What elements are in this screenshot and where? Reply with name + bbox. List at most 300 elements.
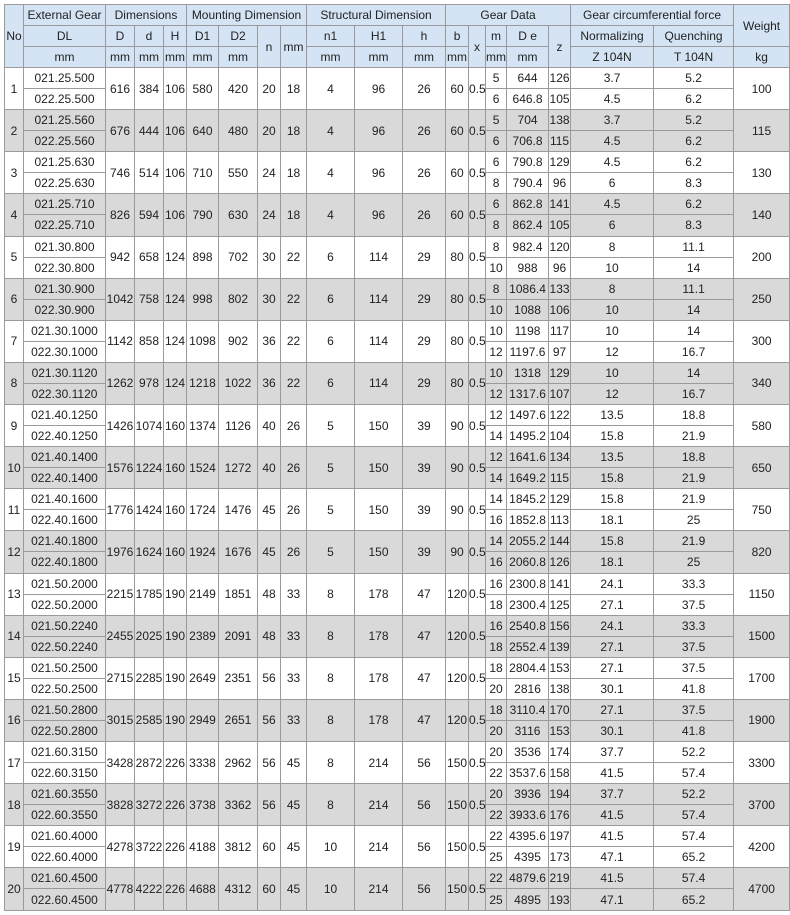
- cell-de: 704: [507, 110, 549, 131]
- cell-z: 193: [549, 889, 571, 911]
- header-De-unit: mm: [507, 47, 549, 68]
- table-row: [5, 68, 790, 89]
- cell-n: 24: [258, 152, 281, 194]
- cell-quenching: 11.1: [654, 236, 734, 257]
- cell-normalizing: 18.1: [571, 510, 654, 531]
- cell-weight: 650: [734, 447, 790, 489]
- cell-normalizing: 10: [571, 299, 654, 320]
- cell-d2: 3812: [219, 826, 258, 868]
- cell-normalizing: 15.8: [571, 531, 654, 552]
- cell-d: 1776: [106, 489, 135, 531]
- cell-h: 39: [403, 405, 446, 447]
- cell-quenching: 6.2: [654, 131, 734, 152]
- cell-model: 022.30.900: [24, 299, 106, 320]
- header-H-unit: mm: [164, 47, 187, 68]
- cell-no: 11: [5, 489, 24, 531]
- cell-normalizing: 30.1: [571, 720, 654, 741]
- cell-d: 1262: [106, 362, 135, 404]
- cell-d2: 550: [219, 152, 258, 194]
- header-D-unit: mm: [106, 47, 135, 68]
- cell-quenching: 14: [654, 299, 734, 320]
- cell-d: 3272: [135, 784, 164, 826]
- cell-model: 022.60.3150: [24, 763, 106, 784]
- header-m-unit: mm: [486, 47, 507, 68]
- cell-m: 12: [486, 405, 507, 426]
- cell-model: 021.60.3150: [24, 742, 106, 763]
- cell-normalizing: 10: [571, 362, 654, 383]
- cell-h1: 214: [355, 826, 403, 868]
- cell-h: 160: [164, 405, 187, 447]
- cell-no: 8: [5, 362, 24, 404]
- table-row: [5, 110, 790, 131]
- cell-de: 4879.6: [507, 868, 549, 889]
- cell-no: 16: [5, 699, 24, 741]
- cell-quenching: 33.3: [654, 573, 734, 594]
- cell-h1: 150: [355, 489, 403, 531]
- cell-de: 3936: [507, 784, 549, 805]
- header-D1: D1: [187, 26, 219, 47]
- cell-z: 96: [549, 257, 571, 278]
- cell-z: 153: [549, 720, 571, 741]
- cell-m: 20: [486, 784, 507, 805]
- cell-n: 48: [258, 573, 281, 615]
- cell-no: 20: [5, 868, 24, 911]
- cell-de: 1198: [507, 320, 549, 341]
- cell-n1: 5: [307, 405, 355, 447]
- cell-b: 80: [446, 362, 469, 404]
- cell-h: 190: [164, 615, 187, 657]
- cell-quenching: 52.2: [654, 784, 734, 805]
- cell-n: 56: [258, 742, 281, 784]
- cell-h1: 150: [355, 405, 403, 447]
- cell-m: 16: [486, 573, 507, 594]
- cell-m: 16: [486, 552, 507, 573]
- cell-h1: 114: [355, 362, 403, 404]
- cell-h: 190: [164, 657, 187, 699]
- cell-de: 1088: [507, 299, 549, 320]
- cell-n1: 4: [307, 194, 355, 236]
- cell-quenching: 37.5: [654, 699, 734, 720]
- cell-m: 22: [486, 805, 507, 826]
- cell-h: 124: [164, 236, 187, 278]
- cell-h: 26: [403, 68, 446, 110]
- cell-d1: 640: [187, 110, 219, 152]
- cell-normalizing: 24.1: [571, 615, 654, 636]
- cell-weight: 200: [734, 236, 790, 278]
- cell-mm: 45: [281, 826, 307, 868]
- cell-m: 8: [486, 215, 507, 236]
- cell-normalizing: 41.5: [571, 763, 654, 784]
- cell-no: 1: [5, 68, 24, 110]
- cell-h: 160: [164, 531, 187, 573]
- cell-de: 1317.6: [507, 383, 549, 404]
- cell-quenching: 21.9: [654, 468, 734, 489]
- cell-no: 5: [5, 236, 24, 278]
- table-row: [5, 657, 790, 678]
- cell-m: 18: [486, 594, 507, 615]
- cell-normalizing: 6: [571, 215, 654, 236]
- cell-m: 6: [486, 131, 507, 152]
- cell-d: 1976: [106, 531, 135, 573]
- cell-weight: 1900: [734, 699, 790, 741]
- cell-m: 22: [486, 868, 507, 889]
- cell-d2: 902: [219, 320, 258, 362]
- cell-model: 022.60.4500: [24, 889, 106, 911]
- cell-de: 790.4: [507, 173, 549, 194]
- cell-normalizing: 12: [571, 383, 654, 404]
- header-weight: Weight: [734, 5, 790, 47]
- cell-mm: 26: [281, 489, 307, 531]
- cell-m: 8: [486, 278, 507, 299]
- cell-mm: 26: [281, 405, 307, 447]
- cell-no: 17: [5, 742, 24, 784]
- cell-weight: 3300: [734, 742, 790, 784]
- table-row: [5, 362, 790, 383]
- cell-b: 80: [446, 236, 469, 278]
- cell-n: 60: [258, 868, 281, 911]
- cell-z: 96: [549, 173, 571, 194]
- cell-quenching: 57.4: [654, 868, 734, 889]
- cell-h: 106: [164, 110, 187, 152]
- header-quenching-unit: T 104N: [654, 47, 734, 68]
- table-row: [5, 868, 790, 889]
- cell-quenching: 8.3: [654, 215, 734, 236]
- cell-d2: 1022: [219, 362, 258, 404]
- cell-d: 3828: [106, 784, 135, 826]
- cell-d: 4222: [135, 868, 164, 911]
- header-dimensions: Dimensions: [106, 5, 187, 26]
- cell-h: 29: [403, 320, 446, 362]
- cell-mm: 45: [281, 868, 307, 911]
- cell-z: 194: [549, 784, 571, 805]
- header-b-unit: mm: [446, 47, 469, 68]
- cell-d2: 2651: [219, 699, 258, 741]
- cell-h1: 178: [355, 573, 403, 615]
- cell-no: 13: [5, 573, 24, 615]
- header-d: d: [135, 26, 164, 47]
- cell-no: 2: [5, 110, 24, 152]
- header-normalizing-unit: Z 104N: [571, 47, 654, 68]
- cell-d1: 1924: [187, 531, 219, 573]
- cell-mm: 45: [281, 742, 307, 784]
- table-row: [5, 784, 790, 805]
- cell-d1: 2649: [187, 657, 219, 699]
- cell-model: 021.40.1250: [24, 405, 106, 426]
- header-external-gear: External Gear: [24, 5, 106, 26]
- cell-de: 1852.8: [507, 510, 549, 531]
- cell-x: 0.5: [469, 489, 486, 531]
- cell-normalizing: 30.1: [571, 678, 654, 699]
- cell-de: 4895: [507, 889, 549, 911]
- cell-d2: 1272: [219, 447, 258, 489]
- header-quenching: Quenching: [654, 26, 734, 47]
- cell-h: 29: [403, 362, 446, 404]
- cell-d2: 420: [219, 68, 258, 110]
- cell-n1: 5: [307, 489, 355, 531]
- cell-de: 2552.4: [507, 636, 549, 657]
- cell-m: 18: [486, 636, 507, 657]
- cell-d2: 1851: [219, 573, 258, 615]
- cell-d2: 1676: [219, 531, 258, 573]
- cell-model: 022.50.2500: [24, 678, 106, 699]
- cell-normalizing: 3.7: [571, 110, 654, 131]
- cell-quenching: 57.4: [654, 763, 734, 784]
- cell-d: 2285: [135, 657, 164, 699]
- cell-h1: 114: [355, 236, 403, 278]
- cell-h: 39: [403, 447, 446, 489]
- cell-quenching: 18.8: [654, 405, 734, 426]
- cell-n1: 8: [307, 657, 355, 699]
- cell-no: 7: [5, 320, 24, 362]
- cell-m: 18: [486, 699, 507, 720]
- cell-de: 2540.8: [507, 615, 549, 636]
- header-H1: H1: [355, 26, 403, 47]
- cell-h1: 96: [355, 152, 403, 194]
- cell-quenching: 8.3: [654, 173, 734, 194]
- cell-d2: 802: [219, 278, 258, 320]
- cell-n1: 6: [307, 320, 355, 362]
- cell-mm: 26: [281, 531, 307, 573]
- cell-m: 14: [486, 531, 507, 552]
- cell-x: 0.5: [469, 152, 486, 194]
- header-n1: n1: [307, 26, 355, 47]
- cell-h: 124: [164, 362, 187, 404]
- cell-b: 60: [446, 68, 469, 110]
- cell-weight: 1500: [734, 615, 790, 657]
- cell-z: 139: [549, 636, 571, 657]
- cell-mm: 22: [281, 320, 307, 362]
- cell-n1: 6: [307, 278, 355, 320]
- cell-d2: 702: [219, 236, 258, 278]
- table-row: [5, 320, 790, 341]
- cell-d1: 1218: [187, 362, 219, 404]
- cell-quenching: 21.9: [654, 426, 734, 447]
- cell-m: 8: [486, 173, 507, 194]
- cell-model: 022.25.630: [24, 173, 106, 194]
- cell-d: 1576: [106, 447, 135, 489]
- cell-h: 56: [403, 868, 446, 911]
- cell-quenching: 6.2: [654, 194, 734, 215]
- cell-weight: 820: [734, 531, 790, 573]
- cell-d2: 2962: [219, 742, 258, 784]
- cell-normalizing: 27.1: [571, 657, 654, 678]
- cell-quenching: 25: [654, 552, 734, 573]
- cell-m: 25: [486, 847, 507, 868]
- cell-h: 226: [164, 742, 187, 784]
- cell-h1: 178: [355, 657, 403, 699]
- cell-b: 150: [446, 742, 469, 784]
- cell-d: 594: [135, 194, 164, 236]
- cell-de: 1649.2: [507, 468, 549, 489]
- cell-d: 514: [135, 152, 164, 194]
- cell-d: 978: [135, 362, 164, 404]
- cell-m: 12: [486, 341, 507, 362]
- spec-table: [4, 4, 790, 911]
- cell-quenching: 21.9: [654, 531, 734, 552]
- cell-b: 90: [446, 489, 469, 531]
- cell-z: 129: [549, 362, 571, 383]
- cell-z: 97: [549, 341, 571, 362]
- cell-weight: 1150: [734, 573, 790, 615]
- header-d-unit: mm: [135, 47, 164, 68]
- cell-h1: 178: [355, 615, 403, 657]
- cell-h1: 150: [355, 447, 403, 489]
- header-D2-unit: mm: [219, 47, 258, 68]
- cell-model: 021.60.3550: [24, 784, 106, 805]
- cell-d1: 1524: [187, 447, 219, 489]
- cell-h1: 114: [355, 278, 403, 320]
- cell-h1: 150: [355, 531, 403, 573]
- cell-h: 106: [164, 68, 187, 110]
- cell-z: 176: [549, 805, 571, 826]
- cell-m: 6: [486, 89, 507, 110]
- cell-h1: 214: [355, 742, 403, 784]
- cell-mm: 33: [281, 657, 307, 699]
- cell-normalizing: 10: [571, 257, 654, 278]
- cell-h: 124: [164, 320, 187, 362]
- cell-mm: 18: [281, 152, 307, 194]
- cell-de: 2804.4: [507, 657, 549, 678]
- cell-weight: 250: [734, 278, 790, 320]
- cell-d2: 630: [219, 194, 258, 236]
- cell-x: 0.5: [469, 194, 486, 236]
- cell-n1: 8: [307, 742, 355, 784]
- cell-d1: 2149: [187, 573, 219, 615]
- cell-b: 60: [446, 194, 469, 236]
- cell-h: 26: [403, 110, 446, 152]
- cell-weight: 115: [734, 110, 790, 152]
- cell-h: 47: [403, 657, 446, 699]
- cell-h: 26: [403, 194, 446, 236]
- cell-normalizing: 13.5: [571, 447, 654, 468]
- cell-z: 113: [549, 510, 571, 531]
- cell-b: 120: [446, 573, 469, 615]
- cell-x: 0.5: [469, 362, 486, 404]
- table-header: [5, 5, 790, 68]
- cell-z: 104: [549, 426, 571, 447]
- cell-d: 1785: [135, 573, 164, 615]
- cell-h: 106: [164, 194, 187, 236]
- cell-model: 022.25.560: [24, 131, 106, 152]
- cell-h: 39: [403, 489, 446, 531]
- cell-x: 0.5: [469, 826, 486, 868]
- cell-h: 47: [403, 699, 446, 741]
- cell-m: 22: [486, 763, 507, 784]
- cell-z: 153: [549, 657, 571, 678]
- cell-m: 6: [486, 194, 507, 215]
- cell-m: 14: [486, 468, 507, 489]
- cell-model: 022.40.1800: [24, 552, 106, 573]
- cell-d: 2585: [135, 699, 164, 741]
- table-row: [5, 447, 790, 468]
- cell-weight: 1700: [734, 657, 790, 699]
- header-mounting-dimension: Mounting Dimension: [187, 5, 307, 26]
- cell-no: 18: [5, 784, 24, 826]
- cell-z: 105: [549, 215, 571, 236]
- cell-de: 2300.8: [507, 573, 549, 594]
- cell-h: 56: [403, 784, 446, 826]
- cell-m: 10: [486, 320, 507, 341]
- cell-n: 20: [258, 110, 281, 152]
- cell-d1: 1098: [187, 320, 219, 362]
- cell-quenching: 16.7: [654, 383, 734, 404]
- table-body: [5, 68, 790, 911]
- cell-quenching: 33.3: [654, 615, 734, 636]
- cell-z: 107: [549, 383, 571, 404]
- cell-mm: 22: [281, 236, 307, 278]
- cell-d: 1142: [106, 320, 135, 362]
- cell-h: 106: [164, 152, 187, 194]
- cell-no: 14: [5, 615, 24, 657]
- cell-d2: 2091: [219, 615, 258, 657]
- cell-normalizing: 18.1: [571, 552, 654, 573]
- cell-model: 022.50.2000: [24, 594, 106, 615]
- cell-h: 226: [164, 784, 187, 826]
- cell-model: 022.40.1250: [24, 426, 106, 447]
- cell-d: 2872: [135, 742, 164, 784]
- cell-quenching: 18.8: [654, 447, 734, 468]
- cell-d: 758: [135, 278, 164, 320]
- cell-m: 18: [486, 657, 507, 678]
- cell-n1: 10: [307, 826, 355, 868]
- cell-z: 173: [549, 847, 571, 868]
- cell-model: 021.25.500: [24, 68, 106, 89]
- cell-z: 133: [549, 278, 571, 299]
- cell-d1: 2389: [187, 615, 219, 657]
- cell-d: 1424: [135, 489, 164, 531]
- header-h: h: [403, 26, 446, 47]
- cell-quenching: 16.7: [654, 341, 734, 362]
- cell-h: 226: [164, 868, 187, 911]
- cell-normalizing: 6: [571, 173, 654, 194]
- cell-z: 141: [549, 573, 571, 594]
- cell-m: 8: [486, 236, 507, 257]
- cell-mm: 45: [281, 784, 307, 826]
- cell-model: 022.25.500: [24, 89, 106, 110]
- cell-n: 36: [258, 320, 281, 362]
- cell-x: 0.5: [469, 615, 486, 657]
- cell-d2: 480: [219, 110, 258, 152]
- cell-de: 4395.6: [507, 826, 549, 847]
- cell-quenching: 14: [654, 320, 734, 341]
- cell-n1: 6: [307, 362, 355, 404]
- cell-n: 40: [258, 405, 281, 447]
- cell-b: 150: [446, 826, 469, 868]
- cell-h1: 214: [355, 784, 403, 826]
- cell-normalizing: 47.1: [571, 889, 654, 911]
- cell-z: 141: [549, 194, 571, 215]
- cell-de: 644: [507, 68, 549, 89]
- cell-z: 174: [549, 742, 571, 763]
- cell-model: 022.50.2800: [24, 720, 106, 741]
- table-row: [5, 573, 790, 594]
- cell-z: 134: [549, 447, 571, 468]
- table-row: [5, 531, 790, 552]
- table-row: [5, 152, 790, 173]
- cell-no: 9: [5, 405, 24, 447]
- cell-x: 0.5: [469, 236, 486, 278]
- cell-h: 160: [164, 489, 187, 531]
- cell-n1: 5: [307, 447, 355, 489]
- table-row: [5, 699, 790, 720]
- cell-mm: 26: [281, 447, 307, 489]
- cell-model: 022.40.1400: [24, 468, 106, 489]
- cell-n1: 5: [307, 531, 355, 573]
- cell-m: 16: [486, 510, 507, 531]
- cell-mm: 18: [281, 68, 307, 110]
- cell-normalizing: 12: [571, 341, 654, 362]
- cell-quenching: 37.5: [654, 657, 734, 678]
